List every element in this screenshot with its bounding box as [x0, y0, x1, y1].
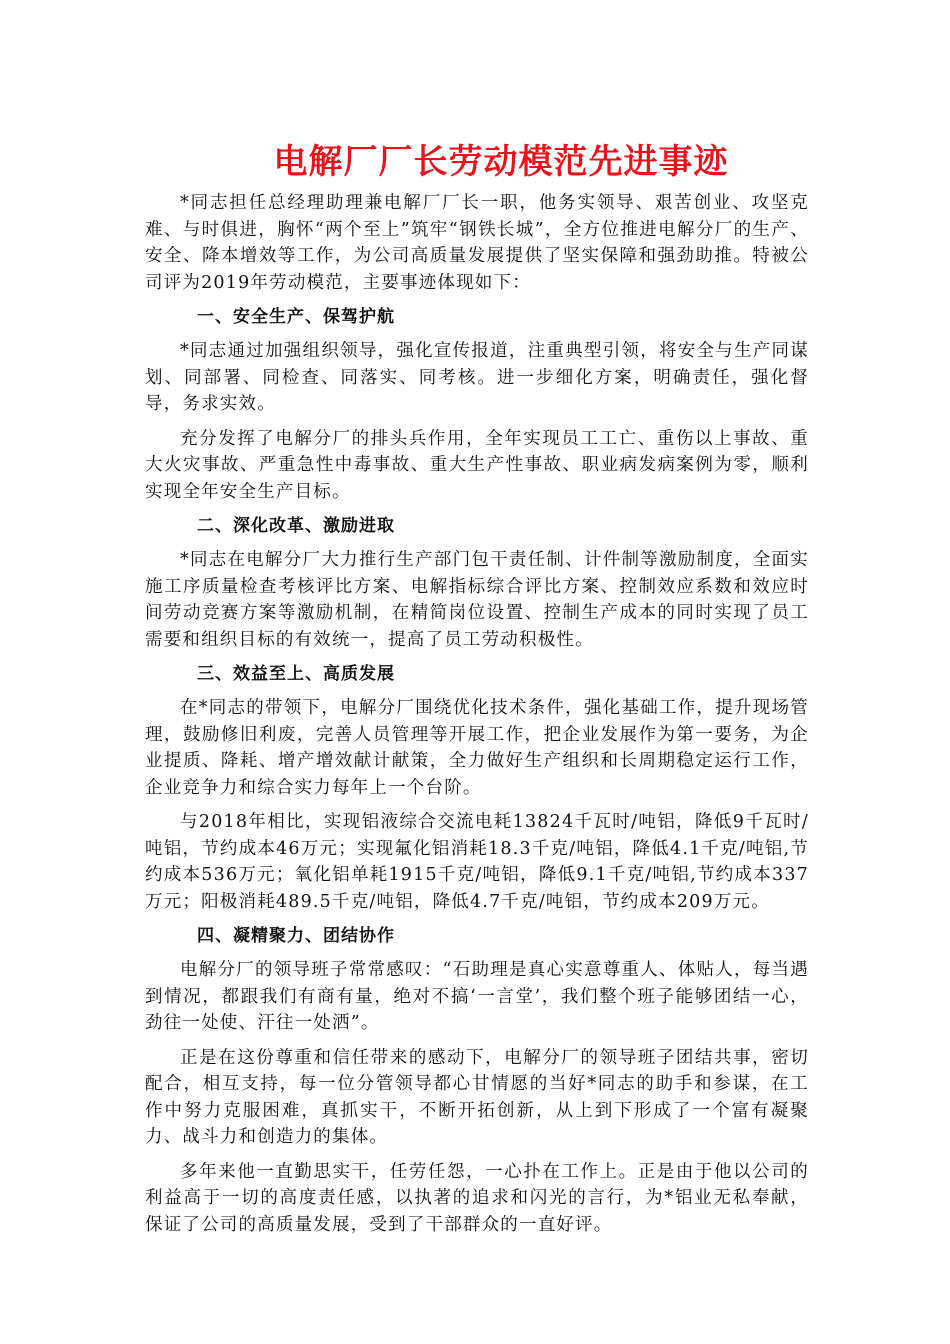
section-paragraph: *同志在电解分厂大力推行生产部门包干责任制、计件制等激励制度，全面实施工序质量检查考核评比方案、电解指标综合评比方案、控制效应系数和效应时间劳动竞赛方案等激励机制，在精简岗位设置、控制生产成本的同时实现了员工需要和组织目标的有效统一，提高了员工劳动积极性。: [145, 550, 809, 650]
section-paragraph: *同志通过加强组织领导，强化宣传报道，注重典型引领，将安全与生产同谋划、同部署、同检查、同落实、同考核。进一步细化方案，明确责任，强化督导，务求实效。: [145, 341, 809, 414]
section-benefit: [145, 661, 809, 915]
section-paragraph: 电解分厂的领导班子常常感叹：“石助理是真心实意尊重人、体贴人，每当遇到情况，都跟我们有商有量，绝对不搞‘一言堂’，我们整个班子能够团结一心，劲往一处使、汗往一处洒”。: [145, 960, 809, 1033]
section-heading: 一、安全生产、保驾护航: [197, 307, 395, 327]
section-heading: 三、效益至上、高质发展: [197, 664, 395, 684]
section-paragraph: 与2018年相比，实现铝液综合交流电耗13824千瓦时/吨铝，降低9千瓦时/吨铝，节约成本46万元；实现氟化铝消耗18.3千克/吨铝，降低4.1千克/吨铝,节约成本536万元；氧化铝单耗1915千克/吨铝，降低9.1千克/吨铝,节约成本337万元；阳极消耗489.5千克/吨铝，降低4.7千克/吨铝，节约成本209万元。: [145, 812, 809, 912]
document-title: 电解厂厂长劳动模范先进事迹: [273, 142, 729, 182]
document-body: [145, 190, 809, 1246]
section-teamwork: [145, 923, 809, 1238]
section-reform: [145, 513, 809, 653]
section-paragraph: 正是在这份尊重和信任带来的感动下，电解分厂的领导班子团结共事，密切配合，相互支持，每一位分管领导都心甘情愿的当好*同志的助手和参谋，在工作中努力克服困难，真抓实干，不断开拓创新，从上到下形成了一个富有凝聚力、战斗力和创造力的集体。: [145, 1047, 809, 1147]
section-paragraph: 在*同志的带领下，电解分厂围绕优化技术条件，强化基础工作，提升现场管理，鼓励修旧利废，完善人员管理等开展工作，把企业发展作为第一要务，为企业提质、降耗、增产增效献计献策，全力做好生产组织和长周期稳定运行工作，企业竞争力和综合实力每年上一个台阶。: [145, 698, 809, 798]
section-heading: 四、凝精聚力、团结协作: [197, 926, 395, 946]
intro-paragraph: *同志担任总经理助理兼电解厂厂长一职，他务实领导、艰苦创业、攻坚克难、与时俱进，胸怀“两个至上”筑牢“钢铁长城”，全方位推进电解分厂的生产、安全、降本增效等工作，为公司高质量发展提供了坚实保障和强劲助推。特被公司评为2019年劳动模范，主要事迹体现如下：: [145, 193, 809, 293]
section-paragraph: 多年来他一直勤思实干，任劳任怨，一心扑在工作上。正是由于他以公司的利益高于一切的高度责任感，以执著的追求和闪光的言行，为*铝业无私奉献，保证了公司的高质量发展，受到了干部群众的一直好评。: [145, 1161, 809, 1235]
section-paragraph: 充分发挥了电解分厂的排头兵作用，全年实现员工工亡、重伤以上事故、重大火灾事故、严重急性中毒事故、重大生产性事故、职业病发病案例为零，顺利实现全年安全生产目标。: [145, 428, 809, 502]
section-heading: 二、深化改革、激励进取: [197, 516, 395, 536]
section-safety: [145, 304, 809, 505]
